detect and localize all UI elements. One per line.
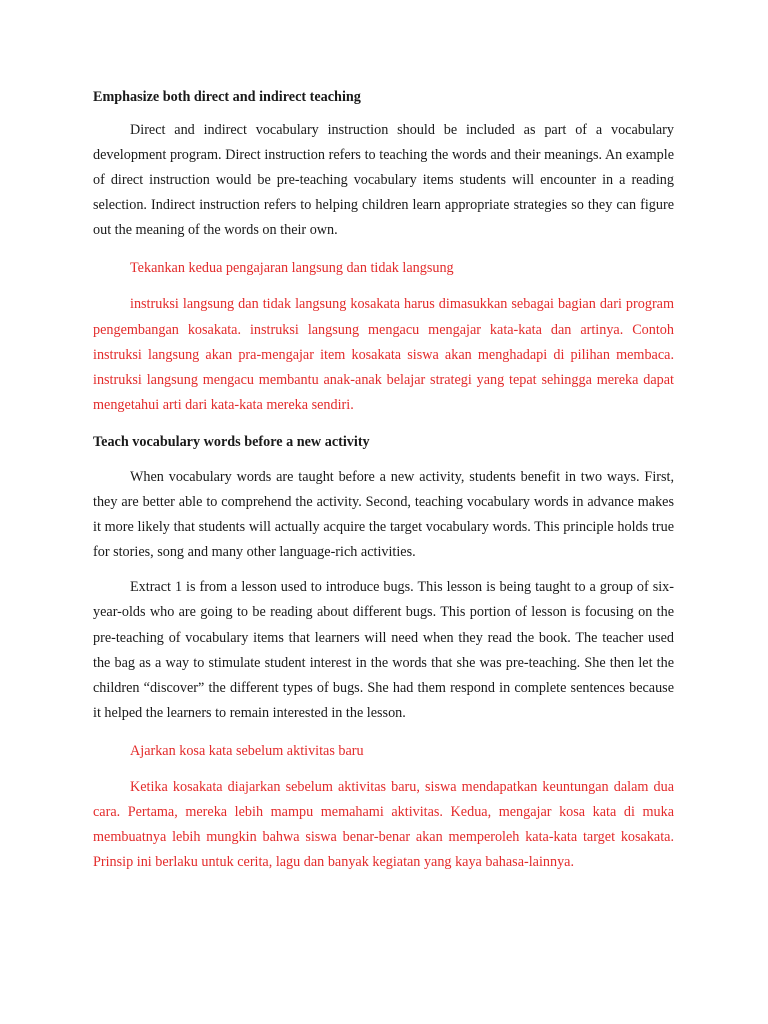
translation-paragraph-teach-before: Ketika kosakata diajarkan sebelum aktivitas baru, siswa mendapatkan keuntungan dalam dua cara. Pertama, mereka lebih mampu memahami aktivitas. Kedua, mengajar kosa kata di muka membuatnya lebih mungkin bahwa siswa benar-benar akan memperoleh kata-kata target kosakata. Prinsip ini berlaku untuk cerita, lagu dan banyak kegiatan yang kaya bahasa-lainnya. bbox=[93, 778, 674, 871]
translation-paragraph-direct-indirect: instruksi langsung dan tidak langsung kosakata harus dimasukkan sebagai bagian dari program pengembangan kosakata. instruksi langsung mengacu mengajar kata-kata dan artinya. Contoh instruksi langsung akan pra-mengajar item kosakata siswa akan menghadapi di pilihan membaca. instruksi langsung mengacu membantu anak-anak belajar strategi yang tepat sehingga mereka dapat mengetahui arti dari kata-kata mereka sendiri. bbox=[93, 296, 674, 413]
translation-heading-direct-indirect: Tekankan kedua pengajaran langsung dan tidak langsung bbox=[130, 260, 454, 277]
section-heading-direct-indirect: Emphasize both direct and indirect teaching bbox=[93, 89, 361, 105]
paragraph-teach-before: When vocabulary words are taught before a new activity, students benefit in two ways. First, they are better able to comprehend the activity. Second, teaching vocabulary words in advance makes it more likely that students will actually acquire the target vocabulary words. This principle holds true for stories, song and many other language-rich activities. bbox=[93, 468, 674, 561]
paragraph-direct-indirect: Direct and indirect vocabulary instruction should be included as part of a vocabulary development program. Direct instruction refers to teaching the words and their meanings. An example of direct instruction would be pre-teaching vocabulary items students will encounter in a reading selection. Indirect instruction refers to helping children learn appropriate strategies so they can figure out the meaning of the words on their own. bbox=[93, 122, 674, 239]
translation-heading-teach-before: Ajarkan kosa kata sebelum aktivitas baru bbox=[130, 742, 364, 759]
section-heading-teach-before: Teach vocabulary words before a new activity bbox=[93, 433, 370, 450]
document-page bbox=[93, 86, 674, 875]
paragraph-extract-1: Extract 1 is from a lesson used to introduce bugs. This lesson is being taught to a group of six-year-olds who are going to be reading about different bugs. This portion of lesson is focusing on the pre-teaching of vocabulary items that learners will need when they read the book. The teacher used the bag as a way to stimulate student interest in the words that she was pre-teaching. She then let the children “discover” the different types of bugs. She had them respond in complete sentences because it helped the learners to remain interested in the lesson. bbox=[93, 579, 674, 721]
